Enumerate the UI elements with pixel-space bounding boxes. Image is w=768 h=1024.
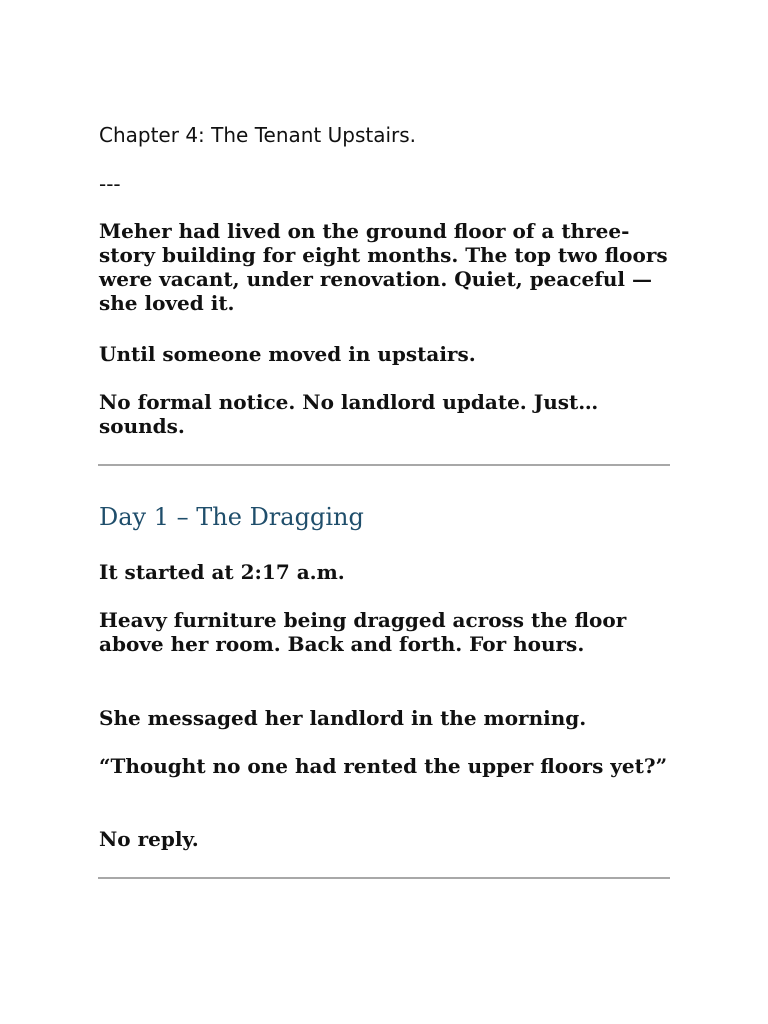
section-paragraph-2: Heavy furniture being dragged across the floor above her room. Back and forth. For hours. bbox=[99, 608, 627, 656]
text-separator: --- bbox=[99, 172, 121, 196]
section-paragraph-1: It started at 2:17 a.m. bbox=[99, 560, 345, 584]
section-heading: Day 1 – The Dragging bbox=[99, 503, 364, 531]
section-paragraph-3: She messaged her landlord in the morning. bbox=[99, 706, 587, 730]
section-paragraph-5: No reply. bbox=[99, 827, 199, 851]
horizontal-rule bbox=[98, 464, 670, 466]
intro-paragraph-1: Meher had lived on the ground floor of a three-story building for eight months. The top two floors were vacant, under renovation. Quiet, peaceful — she loved it. bbox=[99, 219, 668, 315]
intro-paragraph-2: Until someone moved in upstairs. bbox=[99, 342, 476, 366]
intro-paragraph-3: No formal notice. No landlord update. Just… sounds. bbox=[99, 390, 599, 438]
section-paragraph-4: “Thought no one had rented the upper floors yet?” bbox=[99, 754, 668, 778]
chapter-title: Chapter 4: The Tenant Upstairs. bbox=[99, 123, 417, 147]
horizontal-rule bbox=[98, 877, 670, 879]
